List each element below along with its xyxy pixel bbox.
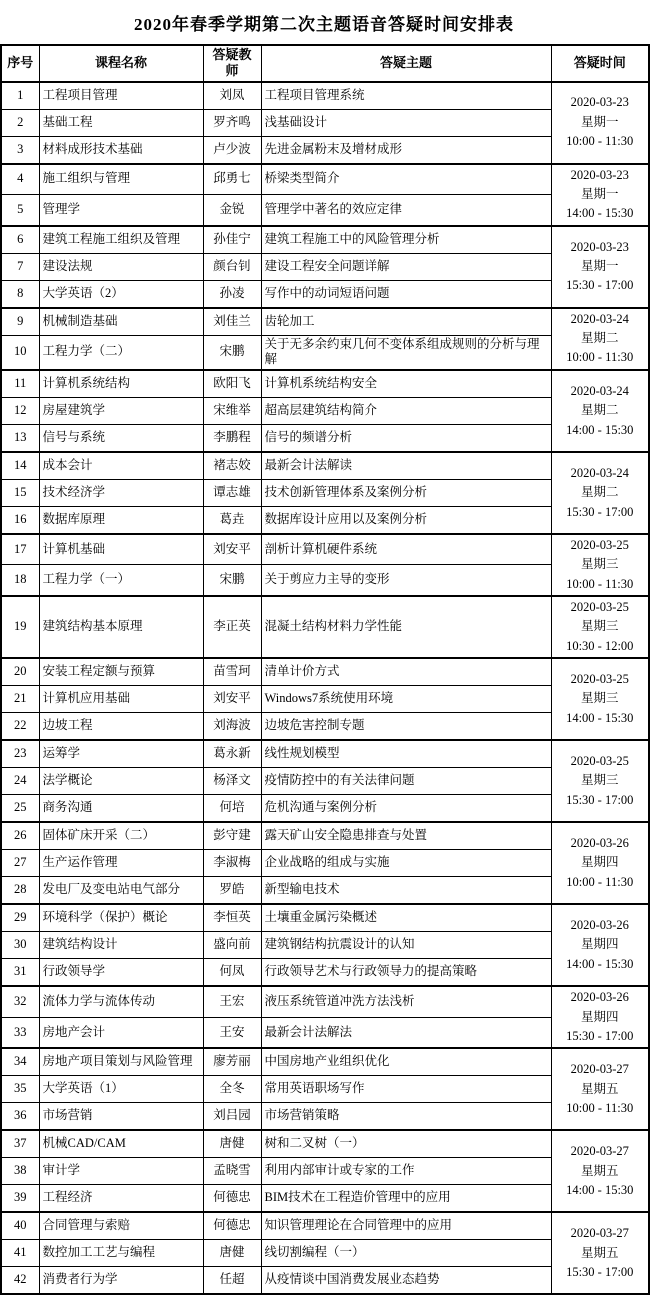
time-line: 2020-03-25 <box>570 600 629 614</box>
cell-no: 27 <box>1 850 39 877</box>
time-line: 2020-03-24 <box>570 311 629 326</box>
schedule-table <box>0 44 650 1295</box>
cell-no: 29 <box>1 904 39 932</box>
cell-no: 37 <box>1 1130 39 1158</box>
time-line: 星期三 <box>580 557 619 572</box>
cell-course-name: 消费者行为学 <box>39 1267 203 1295</box>
cell-course-name: 建筑工程施工组织及管理 <box>39 226 203 254</box>
cell-teacher-name: 李正英 <box>203 596 261 658</box>
time-line: 2020-03-27 <box>570 1062 629 1077</box>
cell-teacher-name: 孙佳宁 <box>203 226 261 254</box>
table-row <box>1 164 649 195</box>
time-line: 15:30 - 17:00 <box>566 1028 634 1043</box>
cell-course-name: 工程力学（二） <box>39 335 203 370</box>
time-line: 2020-03-27 <box>570 1226 629 1241</box>
cell-teacher-name: 苗雪珂 <box>203 658 261 686</box>
cell-topic: 露天矿山安全隐患排查与处置 <box>261 822 551 850</box>
cell-no: 18 <box>1 565 39 596</box>
cell-no: 34 <box>1 1048 39 1076</box>
cell-teacher-name: 唐健 <box>203 1130 261 1158</box>
cell-no: 33 <box>1 1017 39 1048</box>
time-line: 10:00 - 11:30 <box>566 1100 634 1115</box>
cell-no: 23 <box>1 740 39 768</box>
cell-course-name: 施工组织与管理 <box>39 164 203 195</box>
cell-time <box>551 164 649 226</box>
cell-course-name: 建设法规 <box>39 253 203 280</box>
cell-topic: 先进金属粉末及增材成形 <box>261 136 551 164</box>
cell-course-name: 信号与系统 <box>39 424 203 452</box>
time-line: 10:00 - 11:30 <box>566 874 634 889</box>
cell-course-name: 大学英语（2） <box>39 280 203 308</box>
time-line: 2020-03-26 <box>570 836 629 851</box>
cell-course-name: 建筑结构基本原理 <box>39 596 203 658</box>
cell-topic: 计算机系统结构安全 <box>261 370 551 398</box>
cell-course-name: 合同管理与索赔 <box>39 1212 203 1240</box>
cell-course-name: 运筹学 <box>39 740 203 768</box>
cell-time <box>551 1048 649 1130</box>
time-line: 2020-03-27 <box>570 1144 629 1159</box>
table-row <box>1 596 649 658</box>
header-teacher: 答疑教师 <box>203 45 261 82</box>
cell-course-name: 成本会计 <box>39 452 203 480</box>
cell-course-name: 计算机系统结构 <box>39 370 203 398</box>
cell-topic: 液压系统管道冲洗方法浅析 <box>261 986 551 1017</box>
cell-topic: 最新会计法解法 <box>261 1017 551 1048</box>
cell-time <box>551 534 649 596</box>
cell-teacher-name: 刘海波 <box>203 713 261 741</box>
cell-teacher-name: 邱勇七 <box>203 164 261 195</box>
cell-time <box>551 740 649 822</box>
table-row <box>1 1048 649 1076</box>
cell-time <box>551 822 649 904</box>
cell-topic: 常用英语职场写作 <box>261 1076 551 1103</box>
cell-no: 19 <box>1 596 39 658</box>
cell-teacher-name: 何德忠 <box>203 1185 261 1213</box>
table-row <box>1 904 649 932</box>
cell-course-name: 边坡工程 <box>39 713 203 741</box>
cell-no: 17 <box>1 534 39 565</box>
time-line: 10:00 - 11:30 <box>566 350 634 365</box>
cell-course-name: 房地产会计 <box>39 1017 203 1048</box>
time-line: 10:00 - 11:30 <box>566 134 634 149</box>
cell-no: 38 <box>1 1158 39 1185</box>
cell-time <box>551 904 649 986</box>
cell-topic: Windows7系统使用环境 <box>261 686 551 713</box>
time-line: 星期四 <box>580 855 619 870</box>
cell-teacher-name: 孙凌 <box>203 280 261 308</box>
cell-no: 7 <box>1 253 39 280</box>
cell-topic: 企业战略的组成与实施 <box>261 850 551 877</box>
cell-course-name: 工程经济 <box>39 1185 203 1213</box>
time-line: 星期二 <box>580 485 619 500</box>
cell-teacher-name: 盛向前 <box>203 932 261 959</box>
cell-time <box>551 596 649 658</box>
table-row <box>1 986 649 1017</box>
time-line: 星期三 <box>580 619 619 634</box>
page-title: 2020年春季学期第二次主题语音答疑时间安排表 <box>134 15 514 34</box>
cell-no: 12 <box>1 397 39 424</box>
time-line: 14:00 - 15:30 <box>566 956 634 971</box>
cell-course-name: 安装工程定额与预算 <box>39 658 203 686</box>
cell-course-name: 建筑结构设计 <box>39 932 203 959</box>
cell-teacher-name: 唐健 <box>203 1240 261 1267</box>
header-time: 答疑时间 <box>551 45 649 82</box>
cell-teacher-name: 李鹏程 <box>203 424 261 452</box>
cell-no: 25 <box>1 795 39 823</box>
time-line: 10:30 - 12:00 <box>566 638 634 653</box>
cell-no: 8 <box>1 280 39 308</box>
cell-no: 41 <box>1 1240 39 1267</box>
cell-time <box>551 1130 649 1212</box>
table-row <box>1 452 649 480</box>
cell-topic: 最新会计法解读 <box>261 452 551 480</box>
cell-no: 5 <box>1 195 39 226</box>
cell-course-name: 发电厂及变电站电气部分 <box>39 877 203 905</box>
cell-topic: 数据库设计应用以及案例分析 <box>261 506 551 534</box>
cell-course-name: 数控加工工艺与编程 <box>39 1240 203 1267</box>
cell-topic: 写作中的动词短语问题 <box>261 280 551 308</box>
cell-no: 36 <box>1 1103 39 1131</box>
cell-topic: 新型输电技术 <box>261 877 551 905</box>
time-line: 星期三 <box>580 691 619 706</box>
cell-teacher-name: 任超 <box>203 1267 261 1295</box>
cell-topic: 建设工程安全问题详解 <box>261 253 551 280</box>
table-row <box>1 1130 649 1158</box>
cell-teacher-name: 颜台钊 <box>203 253 261 280</box>
cell-teacher-name: 孟晓雪 <box>203 1158 261 1185</box>
cell-course-name: 计算机基础 <box>39 534 203 565</box>
header-topic: 答疑主题 <box>261 45 551 82</box>
cell-topic: 建筑钢结构抗震设计的认知 <box>261 932 551 959</box>
cell-no: 3 <box>1 136 39 164</box>
cell-time <box>551 986 649 1048</box>
cell-time <box>551 658 649 740</box>
cell-time <box>551 308 649 370</box>
cell-topic: 线性规划模型 <box>261 740 551 768</box>
cell-no: 40 <box>1 1212 39 1240</box>
cell-teacher-name: 刘吕园 <box>203 1103 261 1131</box>
cell-topic: 树和二叉树（一） <box>261 1130 551 1158</box>
cell-time <box>551 370 649 452</box>
cell-time <box>551 452 649 534</box>
table-row <box>1 370 649 398</box>
cell-topic: 管理学中著名的效应定律 <box>261 195 551 226</box>
cell-teacher-name: 刘安平 <box>203 534 261 565</box>
cell-teacher-name: 杨泽文 <box>203 768 261 795</box>
cell-no: 1 <box>1 82 39 110</box>
cell-teacher-name: 宋鹏 <box>203 565 261 596</box>
time-line: 2020-03-26 <box>570 918 629 933</box>
table-row <box>1 226 649 254</box>
cell-teacher-name: 李恒英 <box>203 904 261 932</box>
cell-course-name: 行政领导学 <box>39 959 203 987</box>
time-line: 星期一 <box>580 258 619 273</box>
cell-topic: BIM技术在工程造价管理中的应用 <box>261 1185 551 1213</box>
cell-course-name: 流体力学与流体传动 <box>39 986 203 1017</box>
time-line: 2020-03-25 <box>570 672 629 687</box>
cell-teacher-name: 卢少波 <box>203 136 261 164</box>
cell-no: 9 <box>1 308 39 336</box>
cell-teacher-name: 宋鹏 <box>203 335 261 370</box>
cell-teacher-name: 葛垚 <box>203 506 261 534</box>
time-line: 15:30 - 17:00 <box>566 1264 634 1279</box>
cell-teacher-name: 王宏 <box>203 986 261 1017</box>
cell-teacher-name: 彭守建 <box>203 822 261 850</box>
cell-course-name: 机械CAD/CAM <box>39 1130 203 1158</box>
cell-teacher-name: 葛永新 <box>203 740 261 768</box>
cell-teacher-name: 金锐 <box>203 195 261 226</box>
time-line: 星期二 <box>580 331 619 346</box>
cell-no: 35 <box>1 1076 39 1103</box>
cell-topic: 剖析计算机硬件系统 <box>261 534 551 565</box>
cell-teacher-name: 刘安平 <box>203 686 261 713</box>
time-line: 2020-03-23 <box>570 95 629 110</box>
cell-topic: 中国房地产业组织优化 <box>261 1048 551 1076</box>
cell-no: 32 <box>1 986 39 1017</box>
cell-course-name: 工程力学（一） <box>39 565 203 596</box>
table-row <box>1 1212 649 1240</box>
time-line: 星期三 <box>580 773 619 788</box>
table-row <box>1 658 649 686</box>
cell-topic: 从疫情谈中国消费发展业态趋势 <box>261 1267 551 1295</box>
cell-course-name: 房地产项目策划与风险管理 <box>39 1048 203 1076</box>
cell-no: 26 <box>1 822 39 850</box>
cell-time <box>551 226 649 308</box>
cell-no: 10 <box>1 335 39 370</box>
cell-teacher-name: 王安 <box>203 1017 261 1048</box>
time-line: 星期一 <box>580 114 619 129</box>
cell-course-name: 固体矿床开采（二） <box>39 822 203 850</box>
cell-teacher-name: 谭志雄 <box>203 479 261 506</box>
cell-no: 16 <box>1 506 39 534</box>
cell-topic: 利用内部审计或专家的工作 <box>261 1158 551 1185</box>
cell-topic: 清单计价方式 <box>261 658 551 686</box>
header-row <box>1 45 649 82</box>
schedule-table-body <box>1 82 649 1295</box>
time-line: 2020-03-24 <box>570 383 629 398</box>
table-row <box>1 308 649 336</box>
cell-course-name: 管理学 <box>39 195 203 226</box>
time-line: 2020-03-23 <box>570 239 629 254</box>
time-line: 星期四 <box>580 937 619 952</box>
time-line: 星期五 <box>580 1245 619 1260</box>
cell-topic: 超高层建筑结构简介 <box>261 397 551 424</box>
cell-teacher-name: 欧阳飞 <box>203 370 261 398</box>
time-line: 星期五 <box>580 1163 619 1178</box>
cell-course-name: 大学英语（1） <box>39 1076 203 1103</box>
cell-no: 15 <box>1 479 39 506</box>
cell-no: 11 <box>1 370 39 398</box>
cell-topic: 市场营销策略 <box>261 1103 551 1131</box>
cell-topic: 建筑工程施工中的风险管理分析 <box>261 226 551 254</box>
cell-teacher-name: 罗皓 <box>203 877 261 905</box>
cell-teacher-name: 廖芳丽 <box>203 1048 261 1076</box>
cell-no: 30 <box>1 932 39 959</box>
cell-topic: 行政领导艺术与行政领导力的提高策略 <box>261 959 551 987</box>
cell-no: 21 <box>1 686 39 713</box>
time-line: 2020-03-23 <box>570 167 629 182</box>
cell-teacher-name: 褚志姣 <box>203 452 261 480</box>
cell-teacher-name: 全冬 <box>203 1076 261 1103</box>
cell-topic: 混凝土结构材料力学性能 <box>261 596 551 658</box>
time-line: 星期四 <box>580 1009 619 1024</box>
table-row <box>1 534 649 565</box>
table-row <box>1 740 649 768</box>
cell-time <box>551 1212 649 1294</box>
time-line: 2020-03-25 <box>570 754 629 769</box>
cell-topic: 线切割编程（一） <box>261 1240 551 1267</box>
cell-no: 6 <box>1 226 39 254</box>
cell-no: 4 <box>1 164 39 195</box>
cell-no: 13 <box>1 424 39 452</box>
time-line: 2020-03-26 <box>570 990 629 1005</box>
cell-time <box>551 82 649 164</box>
cell-topic: 知识管理理论在合同管理中的应用 <box>261 1212 551 1240</box>
header-no: 序号 <box>1 45 39 82</box>
cell-course-name: 商务沟通 <box>39 795 203 823</box>
time-line: 2020-03-25 <box>570 537 629 552</box>
time-line: 14:00 - 15:30 <box>566 422 634 437</box>
cell-no: 42 <box>1 1267 39 1295</box>
cell-topic: 信号的频谱分析 <box>261 424 551 452</box>
cell-teacher-name: 宋维举 <box>203 397 261 424</box>
cell-topic: 桥梁类型简介 <box>261 164 551 195</box>
cell-course-name: 技术经济学 <box>39 479 203 506</box>
time-line: 14:00 - 15:30 <box>566 1182 634 1197</box>
cell-course-name: 环境科学（保护）概论 <box>39 904 203 932</box>
cell-course-name: 数据库原理 <box>39 506 203 534</box>
cell-course-name: 审计学 <box>39 1158 203 1185</box>
cell-no: 22 <box>1 713 39 741</box>
cell-course-name: 房屋建筑学 <box>39 397 203 424</box>
cell-no: 14 <box>1 452 39 480</box>
time-line: 14:00 - 15:30 <box>566 710 634 725</box>
table-row <box>1 82 649 110</box>
cell-no: 31 <box>1 959 39 987</box>
cell-course-name: 计算机应用基础 <box>39 686 203 713</box>
cell-teacher-name: 罗齐鸣 <box>203 109 261 136</box>
header-course: 课程名称 <box>39 45 203 82</box>
table-row <box>1 822 649 850</box>
cell-topic: 关于无多余约束几何不变体系组成规则的分析与理解 <box>261 335 551 370</box>
time-line: 星期五 <box>580 1081 619 1096</box>
time-line: 2020-03-24 <box>570 465 629 480</box>
cell-topic: 边坡危害控制专题 <box>261 713 551 741</box>
cell-no: 2 <box>1 109 39 136</box>
cell-course-name: 工程项目管理 <box>39 82 203 110</box>
cell-topic: 工程项目管理系统 <box>261 82 551 110</box>
time-line: 14:00 - 15:30 <box>566 206 634 221</box>
cell-topic: 关于剪应力主导的变形 <box>261 565 551 596</box>
cell-teacher-name: 何凤 <box>203 959 261 987</box>
cell-topic: 疫情防控中的有关法律问题 <box>261 768 551 795</box>
cell-topic: 技术创新管理体系及案例分析 <box>261 479 551 506</box>
time-line: 星期二 <box>580 403 619 418</box>
cell-no: 20 <box>1 658 39 686</box>
cell-teacher-name: 刘凤 <box>203 82 261 110</box>
cell-topic: 危机沟通与案例分析 <box>261 795 551 823</box>
cell-course-name: 基础工程 <box>39 109 203 136</box>
cell-topic: 土壤重金属污染概述 <box>261 904 551 932</box>
cell-course-name: 生产运作管理 <box>39 850 203 877</box>
cell-course-name: 法学概论 <box>39 768 203 795</box>
cell-teacher-name: 李淑梅 <box>203 850 261 877</box>
time-line: 15:30 - 17:00 <box>566 792 634 807</box>
cell-teacher-name: 刘佳兰 <box>203 308 261 336</box>
cell-no: 24 <box>1 768 39 795</box>
cell-teacher-name: 何培 <box>203 795 261 823</box>
cell-course-name: 机械制造基础 <box>39 308 203 336</box>
cell-no: 28 <box>1 877 39 905</box>
time-line: 15:30 - 17:00 <box>566 278 634 293</box>
cell-course-name: 材料成形技术基础 <box>39 136 203 164</box>
cell-topic: 浅基础设计 <box>261 109 551 136</box>
time-line: 10:00 - 11:30 <box>566 576 634 591</box>
cell-teacher-name: 何德忠 <box>203 1212 261 1240</box>
time-line: 15:30 - 17:00 <box>566 504 634 519</box>
cell-topic: 齿轮加工 <box>261 308 551 336</box>
cell-course-name: 市场营销 <box>39 1103 203 1131</box>
cell-no: 39 <box>1 1185 39 1213</box>
time-line: 星期一 <box>580 186 619 201</box>
